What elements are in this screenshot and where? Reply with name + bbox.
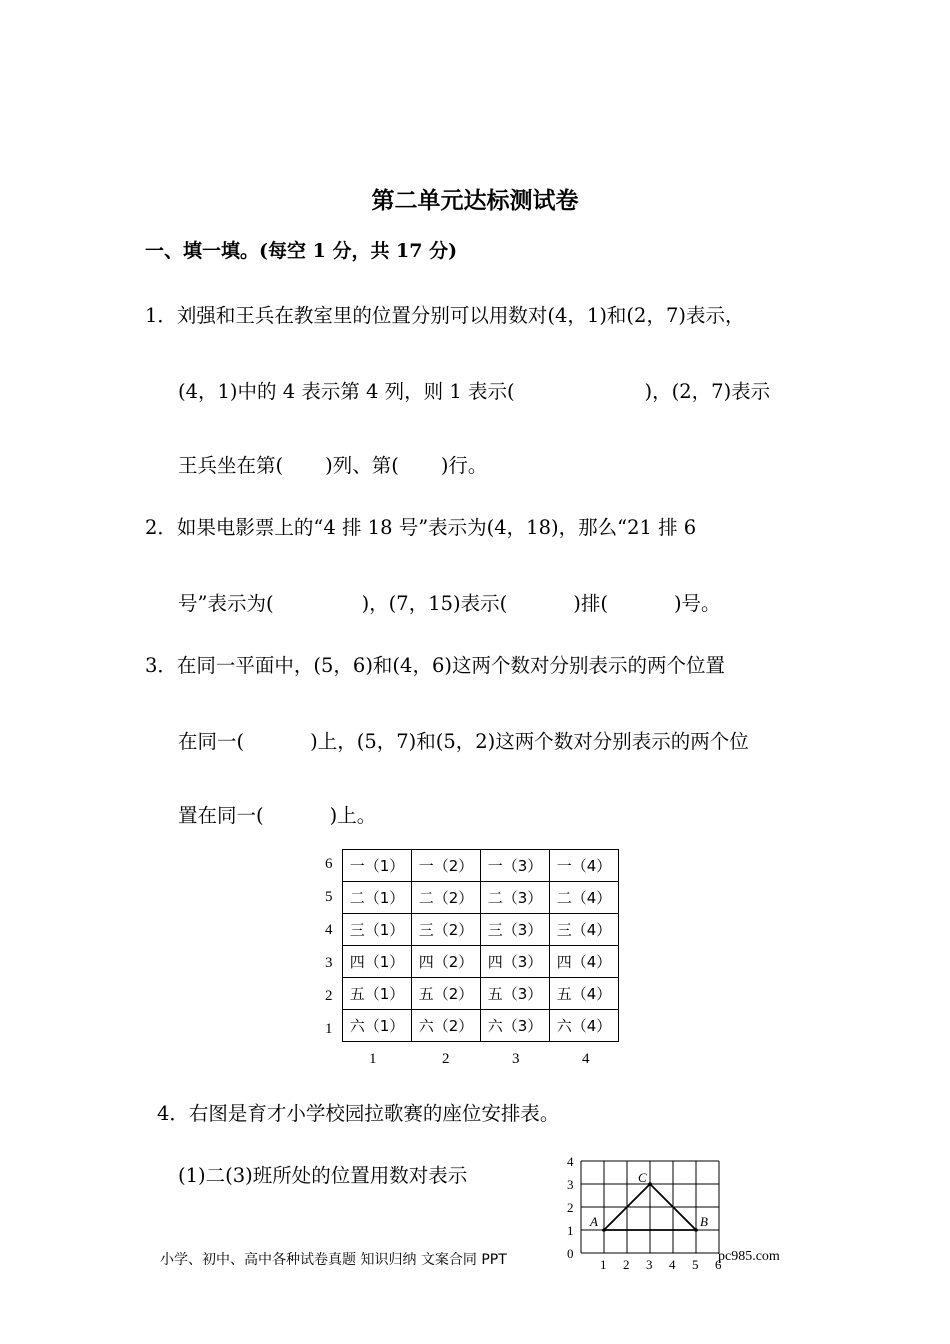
seat-cell: 五（2）	[412, 978, 481, 1010]
row-label: 2	[325, 988, 333, 1004]
vertex-point	[602, 1228, 606, 1232]
seat-cell: 六（4）	[550, 1010, 619, 1042]
seat-cell: 六（2）	[412, 1010, 481, 1042]
grid-x-label: 6	[715, 1257, 722, 1272]
seat-cell: 六（1）	[343, 1010, 412, 1042]
grid-x-label: 4	[669, 1257, 676, 1272]
col-label: 2	[442, 1051, 450, 1067]
grid-lines	[581, 1161, 719, 1253]
q3-line3	[178, 800, 376, 828]
seat-cell: 二（2）	[412, 882, 481, 914]
col-label: 1	[369, 1051, 377, 1067]
q2-line1: 2．如果电影票上的“4 排 18 号”表示为(4，18)，那么“21 排 6	[145, 516, 697, 539]
row-label: 6	[325, 856, 333, 872]
seat-cell: 五（4）	[550, 978, 619, 1010]
table-row	[343, 850, 619, 882]
q1-line1: 1．刘强和王兵在教室里的位置分别可以用数对(4，1)和(2，7)表示，	[145, 304, 745, 327]
seat-cell: 四（4）	[550, 946, 619, 978]
coordinate-grid-figure	[560, 1152, 730, 1272]
q3-line3-text-a: 置在同一(	[178, 804, 264, 827]
grid-x-label: 1	[600, 1257, 607, 1272]
q2-line2-text-d: )号。	[673, 592, 721, 615]
seat-cell: 三（4）	[550, 914, 619, 946]
seat-cell: 一（1）	[343, 850, 412, 882]
seat-cell: 三（2）	[412, 914, 481, 946]
row-label: 1	[325, 1021, 333, 1037]
q1-line3	[178, 450, 487, 478]
q3-line1: 3．在同一平面中，(5，6)和(4，6)这两个数对分别表示的两个位置	[145, 654, 725, 677]
q1-line3-text-c: )行。	[440, 454, 488, 477]
seat-cell: 二（4）	[550, 882, 619, 914]
seat-cell: 四（2）	[412, 946, 481, 978]
seat-cell: 四（1）	[343, 946, 412, 978]
table-row	[343, 1010, 619, 1042]
q3-line3-text-b: )上。	[329, 804, 377, 827]
seat-cell: 四（3）	[481, 946, 550, 978]
row-label: 3	[325, 955, 333, 971]
grid-y-label: 0	[567, 1246, 574, 1261]
section-heading: 一、填一填。(每空 1 分，共 17 分)	[145, 240, 458, 262]
q1-line3-text-b: )列、第(	[325, 454, 399, 477]
footer-text: 小学、初中、高中各种试卷真题 知识归纳 文案合同 PPT	[160, 1252, 507, 1268]
q4-line1: 4．右图是育才小学校园拉歌赛的座位安排表。	[157, 1102, 560, 1125]
table-row	[343, 914, 619, 946]
vertex-point	[648, 1182, 652, 1186]
table-row	[343, 946, 619, 978]
col-label: 3	[512, 1051, 520, 1067]
q4-sub1: (1)二(3)班所处的位置用数对表示	[178, 1164, 468, 1187]
seat-table	[342, 849, 619, 1042]
seat-cell: 二（1）	[343, 882, 412, 914]
grid-x-label: 2	[623, 1257, 630, 1272]
q3-line2	[178, 726, 749, 754]
seat-cell: 三（3）	[481, 914, 550, 946]
q2-line2	[178, 588, 721, 616]
q2-line2-text-c: )排(	[573, 592, 608, 615]
q2-line2-text-b: )，(7，15)表示(	[361, 592, 508, 615]
seat-cell: 二（3）	[481, 882, 550, 914]
grid-y-label: 4	[567, 1154, 574, 1169]
row-label: 5	[325, 889, 333, 905]
q3-line2-text-a: 在同一(	[178, 730, 245, 753]
vertex-point	[694, 1228, 698, 1232]
seat-cell: 一（3）	[481, 850, 550, 882]
grid-y-label: 3	[567, 1177, 574, 1192]
row-label: 4	[325, 922, 333, 938]
vertex-label: C	[638, 1170, 647, 1185]
grid-x-label: 5	[692, 1257, 699, 1272]
q3-line2-text-b: )上，(5，7)和(5，2)这两个数对分别表示的两个位	[310, 730, 749, 753]
vertex-label: B	[700, 1214, 708, 1229]
seat-cell: 六（3）	[481, 1010, 550, 1042]
page-title: 第二单元达标测试卷	[371, 187, 579, 214]
table-row	[343, 882, 619, 914]
grid-y-label: 1	[567, 1223, 574, 1238]
q2-line2-text-a: 号”表示为(	[178, 592, 274, 615]
q1-line2	[178, 376, 770, 404]
seat-cell: 五（1）	[343, 978, 412, 1010]
seat-cell: 五（3）	[481, 978, 550, 1010]
seat-cell: 一（4）	[550, 850, 619, 882]
table-row	[343, 978, 619, 1010]
q1-line3-text-a: 王兵坐在第(	[178, 454, 284, 477]
grid-y-label: 2	[567, 1200, 574, 1215]
q1-line2-text-a: (4，1)中的 4 表示第 4 列，则 1 表示(	[178, 380, 515, 403]
grid-x-label: 3	[646, 1257, 653, 1272]
q1-line2-text-b: )，(2，7)表示	[644, 380, 771, 403]
footer-site: pc985.com	[718, 1249, 780, 1264]
seat-cell: 一（2）	[412, 850, 481, 882]
seat-cell: 三（1）	[343, 914, 412, 946]
vertex-label: A	[590, 1214, 598, 1229]
col-label: 4	[582, 1051, 590, 1067]
